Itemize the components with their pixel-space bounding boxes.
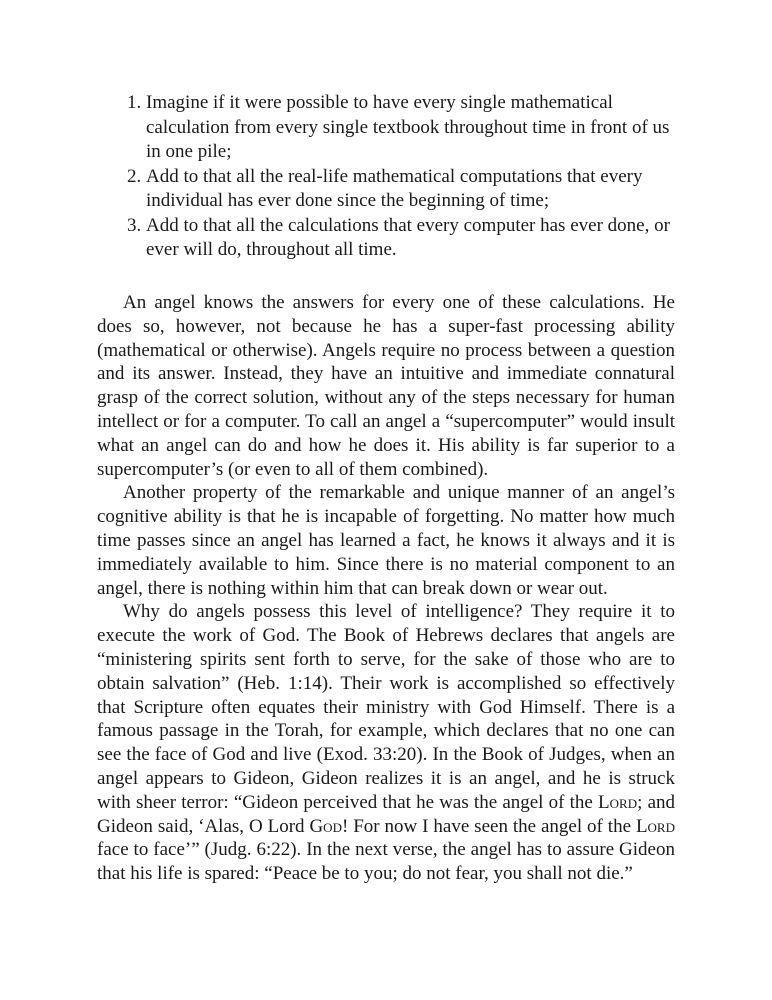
paragraph-text: ; and Gideon said, ‘Alas, O Lord [97,791,675,837]
paragraph-forgetting: Another property of the remarkable and unique manner of an angel’s cognitive ability is that he is incapable of forgetting. No matter how much time passes since an angel has learned a fact, he knows it always and it is immediately available to him. Since there is no material component to an angel, there is nothing within him that can break down or wear out. [97,482,675,599]
list-item-number: 3. [127,214,142,236]
paragraph-text: face to face’” (Judg. 6:22). In the next verse, the angel has to assure Gideon that his life is spared: “Peace be to you; do not fear, you shall not die.” [97,839,675,885]
small-caps-lord: Lord [635,815,675,837]
small-caps-lord: Lord [598,791,638,813]
list-item-text: Imagine if it were possible to have every single mathematical calculation from every single textbook throughout time in front of us in one pile; [146,92,670,162]
list-item-text: Add to that all the calculations that every computer has ever done, or ever will do, throughout all time. [146,214,670,260]
paragraph-angel-answers: An angel knows the answers for every one of these calculations. He does so, however, not because he has a super-fast processing ability (mathematical or otherwise). Angels require no process between a question and its answer. Instead, they have an intuitive and immediate connatural grasp of the correct solution, without any of the steps necessary for human intellect or for a computer. To call an angel a “supercomputer” would insult what an angel can do and how he does it. His ability is far superior to a supercomputer’s (or even to all of them combined). [97,292,675,480]
list-item [127,165,687,214]
list-item [127,214,687,263]
list-item-number: 1. [127,92,142,113]
list-item-text: Add to that all the real-life mathematical computations that every individual has ever done since the beginning of time; [146,165,643,211]
body-text [97,291,675,886]
numbered-list [127,91,687,263]
paragraph-text: Why do angels possess this level of intelligence? They require it to execute the work of God. The Book of Hebrews declares that angels are “ministering spirits sent forth to serve, for the sake of those who are to obtain salvation” (Heb. 1:14). Their work is accomplished so effectively that Scripture often equates their ministry with God Himself. There is a famous passage in the Torah, for example, which declares that no one can see the face of God and live (Exod. 33:20). In the Book of Judges, when an angel appears to Gideon, Gideon realizes it is an angel, and he is struck with sheer terror: “Gideon perceived that he was the angel of the [97,601,675,813]
list-item [127,91,687,165]
paragraph-text: ! For now I have seen the angel of the [341,815,636,837]
list-item-number: 2. [127,165,142,187]
small-caps-god: God [309,815,342,837]
paragraph-intelligence [97,600,675,886]
